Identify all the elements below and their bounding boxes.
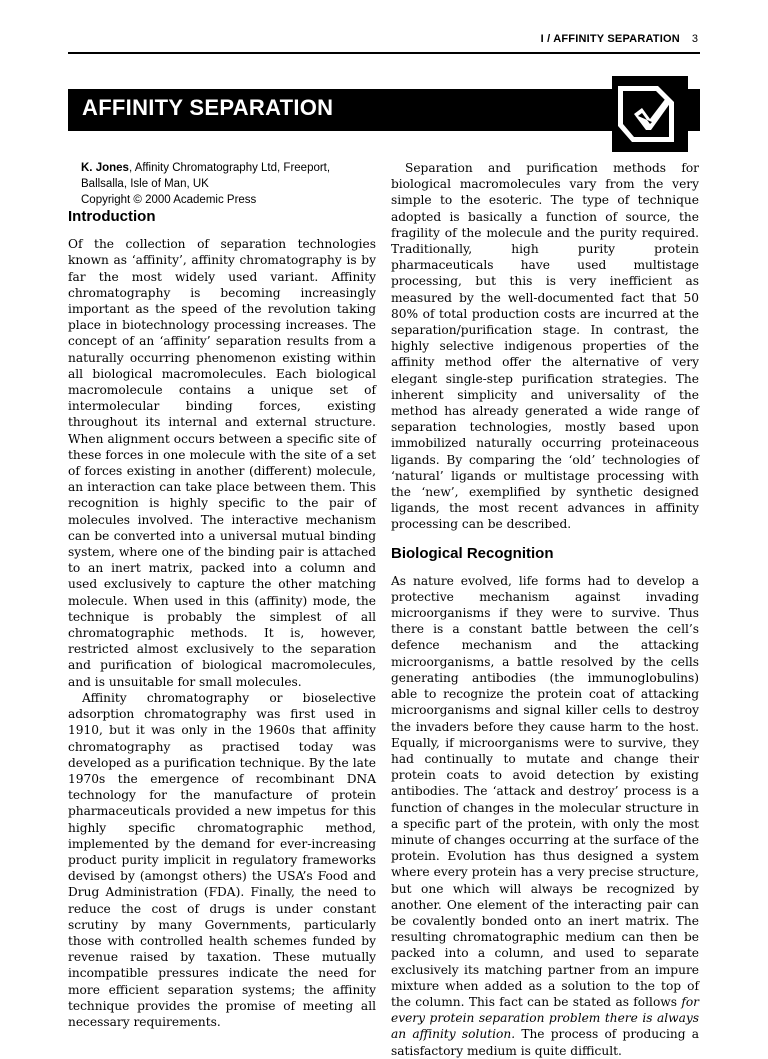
left-column [68, 160, 376, 1030]
intro-paragraph-3: Separation and purification methods for biological macromolecules vary from the very simple to the esoteric. The type of technique adopted is basically a function of source, the fragility of the molecule and the purity required. Traditionally, high purity protein pharmaceuticals have used multistage processing, but this is very inefficient as measured by the well-documented fact that 50 80% of total production costs are incurred at the separation/purification stage. In contrast, the highly selective indigenous properties of the affinity method offer the alternative of very elegant single-step purification strategies. The inherent simplicity and universality of the method has already generated a wide range of separation technologies, mostly based upon immobilized naturally occurring proteinaceous ligands. By comparing the ‘old’ technologies of ‘natural’ ligands or multistage processing with the ‘new’, exemplified by synthetic designed ligands, the most recent advances in affinity processing can be described. [391, 161, 699, 532]
author-name: K. Jones [81, 162, 129, 174]
article-title: AFFINITY SEPARATION [82, 95, 334, 120]
running-header [541, 33, 698, 45]
bio-paragraph-1 [391, 573, 699, 1059]
header-rule [68, 52, 700, 54]
page-number: 3 [691, 33, 698, 45]
right-column [391, 160, 699, 1059]
copyright-line: Copyright © 2000 Academic Press [81, 194, 257, 206]
wedge-logo-icon [612, 76, 688, 152]
section-heading-introduction: Introduction [68, 208, 156, 226]
author-line [68, 160, 376, 192]
running-header-section: I / AFFINITY SEPARATION [540, 33, 680, 45]
section-heading-biological-recognition: Biological Recognition [391, 544, 554, 562]
author-affiliation: , Affinity Chromatography Ltd, Freeport, Ballsalla, Isle of Man, UK [81, 162, 331, 190]
bio-paragraph-1-text: As nature evolved, life forms had to develop a protective mechanism against invading microorganisms if they were to survive. Thus there is a constant battle between the cell’s defence mechanism and the attacking microorganisms, a battle resolved by the cells generating antibodies (the immunoglobulins) able to recognize the protein coat of attacking microorganisms and signal killer cells to destroy the invaders before they cause harm to the host. Equally, if microorganisms were to survive, they had continually to mutate and change their protein coats to avoid detection by existing antibodies. The ‘attack and destroy’ process is a function of changes in the molecular structure in a specific part of the protein, with only the most minute of changes occurring at the surface of the protein. Evolution has thus designed a system where every protein has a very precise structure, but one which will always be recognized by another. One element of the interacting pair can be covalently bonded onto an inert matrix. The resulting chromatographic medium can then be packed into a column, and used to separate exclusively its matching partner from an impure mixture when added as a solution to the top of the column. This fact can be stated as follows [391, 573, 699, 1009]
intro-paragraph-1: Of the collection of separation technologies known as ‘affinity’, affinity chromatography is by far the most widely used variant. Affinity chromatography is becoming increasingly important as the speed of the revolution taking place in biotechnology processing increases. The concept of an ‘affinity’ separation results from a naturally occurring phenomenon existing within all biological macromolecules. Each biological macromolecule contains a unique set of intermolecular binding forces, existing throughout its internal and external structure. When alignment occurs between a specific site of these forces in one molecule with the site of a set of forces existing in another (different) molecule, an interaction can take place between them. This recognition is highly specific to the pair of molecules involved. The interactive mechanism can be converted into a universal mutual binding system, where one of the binding pair is attached to an inert matrix, packed into a column and used exclusively to capture the other matching molecule. When used in this (affinity) mode, the technique is probably the simplest of all chromatographic methods. It is, however, restricted almost exclusively to the separation and purification of biological macromolecules, and is unsuitable for small molecules. [68, 237, 376, 689]
intro-paragraph-2: Affinity chromatography or bioselective adsorption chromatography was first used in 1910, but it was only in the 1960s that affinity chromatography as practised today was developed as a purification technique. By the late 1970s the emergence of recombinant DNA technology for the manufacture of protein pharmaceuticals provided a new impetus for this highly specific chromatographic method, implemented by the demand for ever-increasing product purity implicit in regulatory frameworks devised by (amongst others) the USA’s Food and Drug Administration (FDA). Finally, the need to reduce the cost of drugs is under constant scrutiny by many Governments, particularly those with controlled health schemes funded by revenue raised by taxation. These mutually incompatible pressures indicate the need for more efficient separation systems; the affinity technique provides the promise of meeting all necessary requirements. [68, 690, 376, 1029]
title-bar [68, 89, 700, 131]
bio-paragraph-1-emphasis: for every protein separation problem there is always an affinity solution. [391, 994, 699, 1042]
bio-paragraph-1-end: The process of producing a satisfactory medium is quite difficult. [391, 1027, 700, 1058]
